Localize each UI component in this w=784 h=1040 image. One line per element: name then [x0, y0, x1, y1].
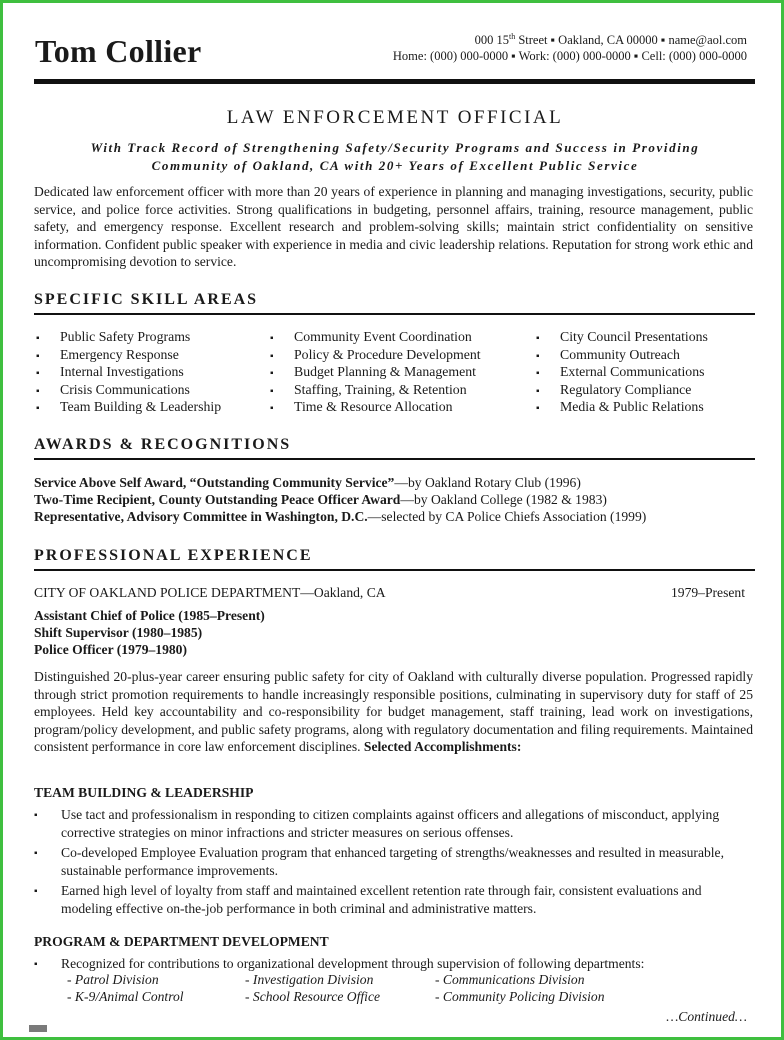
bullet-icon: ▪ [34, 959, 38, 970]
skill-item: Public Safety Programs [60, 329, 191, 344]
skill-item: Regulatory Compliance [560, 382, 692, 397]
skill-item: Emergency Response [60, 347, 179, 362]
skill-item: Staffing, Training, & Retention [294, 382, 467, 397]
bullet-icon: ▪ [36, 351, 40, 362]
skill-item: Policy & Procedure Development [294, 347, 481, 362]
awards-rule [34, 458, 755, 460]
skill-item: Internal Investigations [60, 364, 184, 379]
division-item: - K-9/Animal Control [67, 989, 184, 1004]
bullet-icon: ▪ [270, 351, 274, 362]
resume-title: LAW ENFORCEMENT OFFICIAL [226, 107, 564, 128]
bullet-icon: ▪ [536, 368, 540, 379]
bullet-icon: ▪ [36, 386, 40, 397]
skills-rule [34, 313, 755, 315]
skill-item: Budget Planning & Management [294, 364, 477, 379]
bullet-icon: ▪ [270, 386, 274, 397]
award-source: —by Oakland College (1982 & 1983) [400, 492, 607, 507]
experience-rule [34, 569, 755, 571]
team-building-heading: TEAM BUILDING & LEADERSHIP [34, 785, 254, 800]
award-title: Two-Time Recipient, County Outstanding Peace Officer Award [34, 492, 401, 507]
bullet-icon: ▪ [536, 403, 540, 414]
program-development-heading: PROGRAM & DEPARTMENT DEVELOPMENT [34, 934, 329, 949]
bullet-icon: ▪ [36, 333, 40, 344]
address-suffix: th [508, 32, 516, 41]
division-item: - Patrol Division [67, 972, 159, 987]
experience-heading: PROFESSIONAL EXPERIENCE [34, 547, 313, 564]
division-item: - Community Policing Division [435, 989, 605, 1004]
skills-heading: SPECIFIC SKILL AREAS [34, 291, 259, 308]
division-item: - School Resource Office [245, 989, 381, 1004]
bullet-icon: ▪ [270, 368, 274, 379]
bullet-icon: ▪ [36, 403, 40, 414]
address-rest: Street ▪ Oakland, CA 00000 ▪ name@aol.com [515, 33, 747, 48]
skill-item: Team Building & Leadership [60, 399, 222, 414]
bullet-icon: ▪ [270, 333, 274, 344]
accomplishment-item: Co-developed Employee Evaluation program that enhanced targeting of strengths/weaknesses and resulted in measurable, sustainable performance improvements. [61, 845, 724, 878]
awards-heading: AWARDS & RECOGNITIONS [34, 436, 292, 453]
accomplishment-item: Recognized for contributions to organizational development through supervision of following departments: [61, 956, 645, 971]
role-title: Police Officer (1979–1980) [34, 642, 188, 657]
bullet-icon: ▪ [536, 386, 540, 397]
skill-item: City Council Presentations [560, 329, 708, 344]
tagline-line-1: With Track Record of Strengthening Safety/Security Programs and Success in Providing [90, 140, 700, 155]
employment-dates: 1979–Present [670, 585, 745, 600]
role-title: Shift Supervisor (1980–1985) [34, 625, 203, 640]
summary-paragraph: Dedicated law enforcement officer with more than 20 years of experience in planning and managing investigations, security, public service, and police force activities. Strong qualifications in budgeting, personnel affairs, training, resource management, public safety, and emergency response. Excellent research and problem-solving skills; maintain strict confidentiality on sensitive information. Confident public speaker with experience in media and civic leadership relations. Reputation for strong work ethic and uncompromising devotion to service. [34, 184, 753, 269]
skill-item: External Communications [560, 364, 705, 379]
page-corner-mark [29, 1025, 47, 1032]
role-title: Assistant Chief of Police (1985–Present) [34, 608, 265, 623]
bullet-icon: ▪ [34, 810, 38, 821]
candidate-name: Tom Collier [35, 33, 202, 69]
division-item: - Communications Division [435, 972, 585, 987]
address-number: 000 15 [474, 33, 509, 48]
employer-line: CITY OF OAKLAND POLICE DEPARTMENT—Oakland, CA [34, 585, 386, 600]
award-item [34, 492, 607, 508]
address-line [475, 32, 747, 48]
bullet-icon: ▪ [34, 886, 38, 897]
skill-item: Media & Public Relations [560, 399, 704, 414]
award-item [34, 509, 646, 525]
skill-item: Crisis Communications [60, 382, 190, 397]
accomplishment-item: Use tact and professionalism in responding to citizen complaints against officers and allegations of misconduct, applying corrective strategies on minor infractions and stricter measures on serious offenses. [61, 807, 720, 840]
skill-item: Community Outreach [560, 347, 680, 362]
skill-item: Time & Resource Allocation [294, 399, 453, 414]
experience-description [34, 668, 753, 756]
phone-line: Home: (000) 000-0000 ▪ Work: (000) 000-0000 ▪ Cell: (000) 000-0000 [392, 49, 747, 63]
description-text: Distinguished 20-plus-year career ensuring public safety for city of Oakland with culturally diverse population. Progressed rapidly through strict promotion requirements to handle increasingly responsible positions, culminating in supervisory duty for staff of 25 employees. Held key accountability and co-responsibility for budget management, staff training, lead work on investigations, program/policy development, and public safety programs, along with regulatory documentation and filing requirements. Maintained consistent performance in core law enforcement disciplines. [34, 669, 753, 754]
bullet-icon: ▪ [36, 368, 40, 379]
bullet-icon: ▪ [34, 848, 38, 859]
award-source: —by Oakland Rotary Club (1996) [394, 475, 581, 490]
accomplishment-item: Earned high level of loyalty from staff and maintained excellent retention rate through fair, consistent evaluations and modeling effective on-the-job performance in both criminal and administrative matters. [61, 883, 702, 916]
division-item: - Investigation Division [245, 972, 374, 987]
bullet-icon: ▪ [270, 403, 274, 414]
bullet-icon: ▪ [536, 351, 540, 362]
bullet-icon: ▪ [536, 333, 540, 344]
award-title: Representative, Advisory Committee in Washington, D.C. [34, 509, 368, 524]
selected-accomplishments-label: Selected Accomplishments: [363, 739, 522, 754]
award-source: —selected by CA Police Chiefs Association (1999) [367, 509, 647, 524]
award-item [34, 475, 581, 491]
tagline-line-2: Community of Oakland, CA with 20+ Years of Excellent Public Service [151, 158, 639, 173]
continued-note: …Continued… [666, 1009, 747, 1024]
skill-item: Community Event Coordination [294, 329, 472, 344]
header-rule [34, 79, 755, 84]
award-title: Service Above Self Award, “Outstanding Community Service” [34, 475, 395, 490]
